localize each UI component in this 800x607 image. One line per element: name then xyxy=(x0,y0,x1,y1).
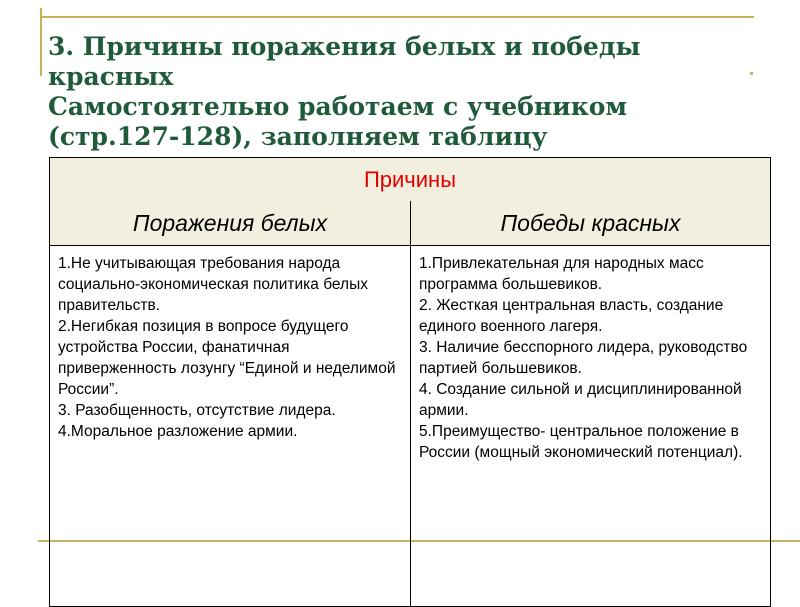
list-item: 5.Преимущество- центральное положение в России (мощный экономический потенциал). xyxy=(419,423,743,461)
title-line: Самостоятельно работаем с учебником xyxy=(48,92,628,121)
list-item: 1.Привлекательная для народных масс программа большевиков. xyxy=(419,255,704,293)
table-row xyxy=(50,245,770,606)
list-item: 3. Наличие бесспорного лидера, руководство партией большевиков. xyxy=(419,339,748,377)
table-header-causes: Причины xyxy=(363,167,457,192)
decor-line-top xyxy=(40,16,754,18)
list-item: 2.Негибкая позиция в вопросе будущего устройства России, фанатичная приверженность лозунгу “Единой и неделимой России”. xyxy=(58,318,396,398)
title-line: красных xyxy=(48,62,174,91)
reds-victory-list xyxy=(411,245,770,606)
title-line: 3. Причины поражения белых и победы xyxy=(48,32,641,61)
column-header-reds-victory: Победы красных xyxy=(500,210,681,236)
list-item: 2. Жесткая центральная власть, создание единого военного лагеря. xyxy=(419,297,724,335)
list-item: 1.Не учитывающая требования народа социально-экономическая политика белых правительств. xyxy=(58,255,368,314)
table-header-row xyxy=(50,158,770,202)
causes-table xyxy=(49,157,771,607)
title-line: (стр.127-128), заполняем таблицу xyxy=(48,122,548,151)
table-column-headers xyxy=(50,201,770,246)
list-item: 4.Моральное разложение армии. xyxy=(58,423,298,440)
decor-line-vertical xyxy=(40,8,42,76)
list-item: 3. Разобщенность, отсутствие лидера. xyxy=(58,402,336,419)
column-header-whites-defeat: Поражения белых xyxy=(50,201,411,245)
slide-title xyxy=(48,32,768,152)
list-item: 4. Создание сильной и дисциплинированной армии. xyxy=(419,381,742,419)
whites-defeat-list xyxy=(50,245,411,606)
